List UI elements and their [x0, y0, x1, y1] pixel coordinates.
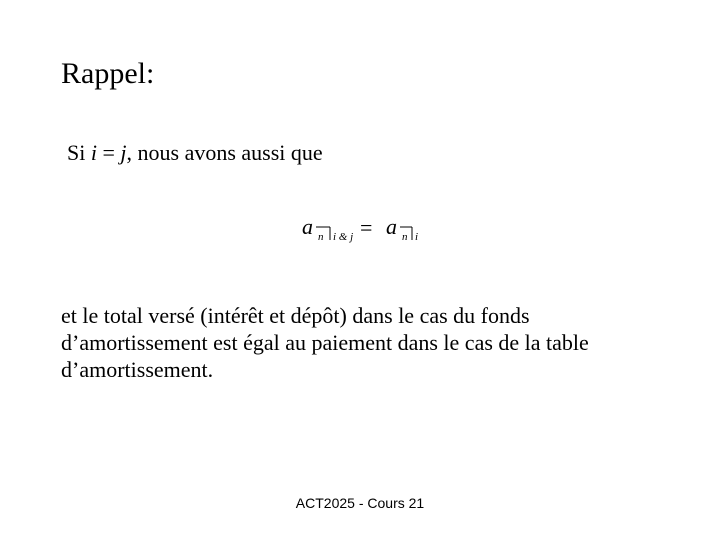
intro-suffix: , nous avons aussi que [126, 140, 323, 165]
formula-left-symbol: a [302, 214, 313, 239]
variable-i: i [90, 140, 97, 165]
variable-j: j [120, 140, 127, 165]
formula-right-rate: i [415, 231, 419, 243]
annuity-formula [298, 212, 428, 248]
intro-line [67, 140, 323, 166]
formula-left-subscript: n [318, 231, 324, 243]
intro-equals: = [96, 140, 121, 165]
slide-footer: ACT2025 - Cours 21 [295, 495, 425, 511]
slide-title: Rappel: [61, 57, 155, 90]
intro-prefix: Si [67, 140, 91, 165]
formula-operator: = [360, 215, 373, 240]
formula-left-rate: i & j [333, 231, 354, 243]
formula-right-symbol: a [386, 214, 397, 239]
explanation-paragraph [61, 302, 661, 383]
formula-right-subscript: n [402, 231, 408, 243]
formula-svg [298, 212, 428, 248]
paragraph-line: d’amortissement est égal au paiement dans le cas de la table [61, 330, 589, 355]
paragraph-line: et le total versé (intérêt et dépôt) dans le cas du fonds [61, 303, 530, 328]
paragraph-line: d’amortissement. [61, 357, 214, 382]
